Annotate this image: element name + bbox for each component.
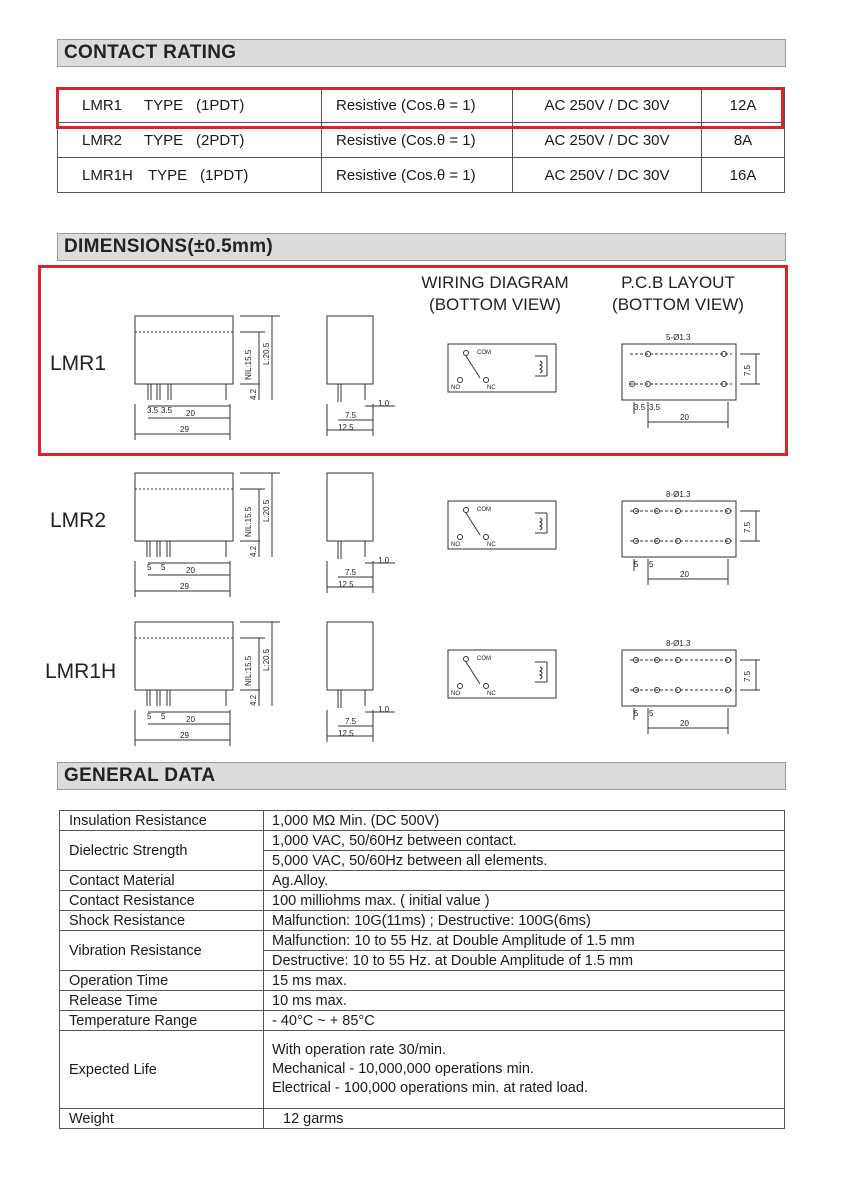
spec-value: - 40°C ~ + 85°C [264,1011,785,1031]
terminal-dot [484,684,489,689]
relay-side-body [327,473,373,541]
spec-value: 10 ms max. [264,991,785,1011]
nil-dimension: NIL:15.5 [244,655,253,686]
table-row [60,931,785,951]
pin-height-dimension: 4.2 [249,388,258,400]
terminal-dot [464,657,469,662]
pcb-pitch-dimension: 5 [649,709,654,718]
general-data-header [57,762,786,790]
coil-icon [540,518,542,530]
table-row [60,911,785,931]
pcb-width-dimension: 20 [680,413,689,422]
terminal-label: NO [451,385,460,391]
spec-value: 100 milliohms max. ( initial value ) [264,891,785,911]
table-row [60,1031,785,1109]
load-cell: Resistive (Cos.θ = 1) [322,123,513,158]
spec-label: Release Time [60,991,264,1011]
spec-label: Temperature Range [60,1011,264,1031]
contact-arm [466,662,480,684]
side-pitch-dimension: 7.5 [345,568,357,577]
table-row [60,971,785,991]
terminal-label: NO [451,691,460,697]
side-pitch-dimension: 7.5 [345,411,357,420]
spec-label: Shock Resistance [60,911,264,931]
nil-dimension: NIL:15.5 [244,506,253,537]
spec-label: Contact Resistance [60,891,264,911]
table-row [60,871,785,891]
terminal-label: NC [487,385,496,391]
spec-label: Insulation Resistance [60,811,264,831]
terminal-label: NC [487,542,496,548]
spec-value: 15 ms max. [264,971,785,991]
width-dimension: 20 [186,715,195,724]
terminal-dot [464,508,469,513]
pcb-outline [622,501,736,557]
hole-spec-label: 8-Ø1.3 [666,639,691,648]
relay-front-body [135,316,233,384]
spec-label: Expected Life [60,1031,264,1109]
terminal-dot [458,378,463,383]
pcb-height-dimension: 7.5 [743,364,752,376]
side-width-dimension: 12.5 [338,580,354,589]
spec-value: With operation rate 30/min. Mechanical - 10,000,000 operations min. Electrical - 100,000 operations min. at rated load. [264,1031,785,1109]
voltage-cell: AC 250V / DC 30V [513,158,702,193]
current-cell: 12A [702,88,785,123]
contact-arm [466,513,480,535]
pin-thickness-dimension: 1.0 [378,705,390,714]
terminal-label: COM [477,507,491,513]
current-cell: 8A [702,123,785,158]
pcb-layout-heading: P.C.B LAYOUT (BOTTOM VIEW) [612,273,744,314]
side-width-dimension: 12.5 [338,729,354,738]
pcb-pitch-dimension: 5 [634,560,639,569]
pin-thickness-dimension: 1.0 [378,399,390,408]
spec-value: 1,000 VAC, 50/60Hz between contact. [264,831,785,851]
section-title: GENERAL DATA [64,765,216,786]
pin-height-dimension: 4.2 [249,694,258,706]
terminal-dot [464,351,469,356]
pitch-dimension: 5 [147,563,152,572]
spec-value: Malfunction: 10G(11ms) ; Destructive: 100G(6ms) [264,911,785,931]
terminal-label: COM [477,656,491,662]
length-dimension: L:20.5 [262,648,271,671]
model-label: LMR1 [50,352,107,375]
load-cell: Resistive (Cos.θ = 1) [322,158,513,193]
type-cell: LMR1H TYPE (1PDT) [58,158,322,193]
length-dimension: L:20.5 [262,342,271,365]
terminal-label: COM [477,350,491,356]
pin-height-dimension: 4.2 [249,545,258,557]
pcb-outline [622,650,736,706]
voltage-cell: AC 250V / DC 30V [513,123,702,158]
pitch-dimension: 5 [161,563,166,572]
spec-label: Operation Time [60,971,264,991]
model-label: LMR1H [45,660,117,683]
pcb-pitch-dimension: 5 [649,560,654,569]
pcb-height-dimension: 7.5 [743,521,752,533]
nil-dimension: NIL:15.5 [244,349,253,380]
drawing-lmr2 [135,473,760,597]
width-dimension: 20 [186,409,195,418]
coil-icon [540,361,542,373]
pcb-width-dimension: 20 [680,719,689,728]
pcb-outline [622,344,736,400]
relay-front-body [135,622,233,690]
drawing-lmr1h [135,622,760,746]
table-row [60,891,785,911]
side-pitch-dimension: 7.5 [345,717,357,726]
spec-value: 12 garms [264,1109,785,1129]
spec-label: Weight [60,1109,264,1129]
table-row [60,991,785,1011]
total-width-dimension: 29 [180,731,189,740]
width-dimension: 20 [186,566,195,575]
pitch-dimension: 3.5 [147,406,159,415]
pcb-pitch-dimension: 5 [634,709,639,718]
section-title: CONTACT RATING [64,42,237,63]
total-width-dimension: 29 [180,425,189,434]
total-width-dimension: 29 [180,582,189,591]
pcb-pitch-dimension: 3.5 [649,403,661,412]
drawing-lmr1 [135,316,760,440]
spec-label: Dielectric Strength [60,831,264,871]
table-row [60,811,785,831]
hole-spec-label: 8-Ø1.3 [666,490,691,499]
pcb-height-dimension: 7.5 [743,670,752,682]
terminal-dot [458,535,463,540]
hole-spec-label: 5-Ø1.3 [666,333,691,342]
model-label: LMR2 [50,509,107,532]
contact-arm [466,356,480,378]
spec-label: Contact Material [60,871,264,891]
terminal-dot [484,378,489,383]
general-data-table [59,810,785,1129]
type-cell: LMR1 TYPE (1PDT) [58,88,322,123]
coil-icon [540,667,542,679]
spec-label: Vibration Resistance [60,931,264,971]
table-row [60,1109,785,1129]
pcb-width-dimension: 20 [680,570,689,579]
terminal-label: NO [451,542,460,548]
relay-front-body [135,473,233,541]
current-cell: 16A [702,158,785,193]
spec-value: Destructive: 10 to 55 Hz. at Double Amplitude of 1.5 mm [264,951,785,971]
pitch-dimension: 5 [161,712,166,721]
terminal-label: NC [487,691,496,697]
terminal-dot [458,684,463,689]
type-cell: LMR2 TYPE (2PDT) [58,123,322,158]
table-row [60,831,785,851]
table-row [60,1011,785,1031]
pcb-pitch-dimension: 3.5 [634,403,646,412]
length-dimension: L:20.5 [262,499,271,522]
spec-value: 5,000 VAC, 50/60Hz between all elements. [264,851,785,871]
pitch-dimension: 3.5 [161,406,173,415]
pin-thickness-dimension: 1.0 [378,556,390,565]
wiring-diagram-heading: WIRING DIAGRAM (BOTTOM VIEW) [421,273,569,314]
spec-value: Malfunction: 10 to 55 Hz. at Double Amplitude of 1.5 mm [264,931,785,951]
relay-side-body [327,622,373,690]
relay-side-body [327,316,373,384]
spec-value: 1,000 MΩ Min. (DC 500V) [264,811,785,831]
section-title: DIMENSIONS(±0.5mm) [64,236,274,257]
voltage-cell: AC 250V / DC 30V [513,88,702,123]
side-width-dimension: 12.5 [338,423,354,432]
load-cell: Resistive (Cos.θ = 1) [322,88,513,123]
terminal-dot [484,535,489,540]
pitch-dimension: 5 [147,712,152,721]
spec-value: Ag.Alloy. [264,871,785,891]
